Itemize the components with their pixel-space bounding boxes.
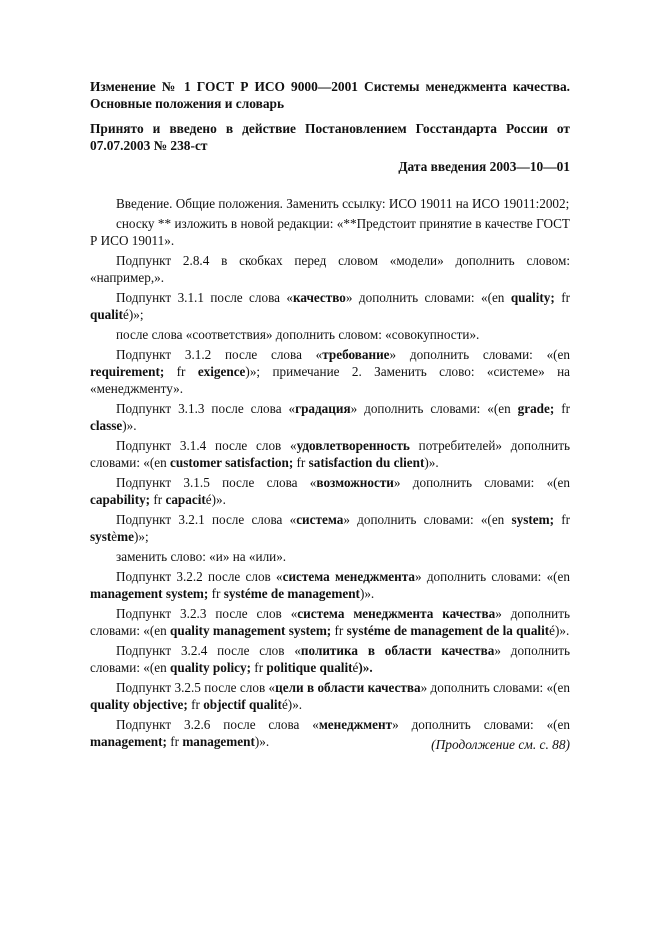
term-bold: система менеджмента xyxy=(282,568,415,584)
term-bold: systéme de management xyxy=(223,585,360,601)
text-run: Подпункт 3.2.4 после слов « xyxy=(116,642,301,658)
text-run: fr xyxy=(166,733,183,749)
text-run: Подпункт 2.8.4 в скобках перед словом «модели» дополнить словом: «например,». xyxy=(90,252,570,285)
paragraph xyxy=(90,346,570,398)
text-run: é)». xyxy=(205,492,226,507)
text-run: заменить слово: «и» на «или». xyxy=(116,548,287,564)
text-run: потребителей» дополнить словами: «(en xyxy=(90,437,570,470)
paragraph xyxy=(90,568,570,602)
text-run: é)». xyxy=(549,622,570,638)
term-bold: требование xyxy=(322,346,390,362)
term-bold: качество xyxy=(293,289,346,305)
paragraph xyxy=(90,679,570,713)
term-bold: градация xyxy=(295,400,351,416)
document-title: Изменение № 1 ГОСТ Р ИСО 9000—2001 Системы менеджмента качества. Основные положения и словарь xyxy=(90,79,570,111)
text-run: Подпункт 3.1.2 после слова « xyxy=(116,346,323,362)
text-run: » дополнить словами: «(en xyxy=(389,346,571,362)
term-bold: удовлетворенность xyxy=(296,437,410,453)
term-bold: менеджмент xyxy=(318,716,393,732)
text-run: fr xyxy=(331,622,347,638)
term-bold: classe xyxy=(90,418,123,433)
text-run: » дополнить словами: «(en xyxy=(90,642,570,675)
text-run: Подпункт 3.1.4 после слов « xyxy=(116,437,297,453)
text-run: Подпункт 3.1.1 после слова « xyxy=(116,289,293,305)
text-run: » дополнить словами: «(en xyxy=(345,289,511,305)
term-bold: system; xyxy=(511,511,554,527)
document-page xyxy=(90,78,570,753)
term-bold: grade; xyxy=(517,400,555,416)
term-bold: система xyxy=(296,511,344,527)
text-run: é xyxy=(352,659,359,675)
paragraph xyxy=(90,605,570,639)
paragraph xyxy=(90,215,570,249)
text-run: )»; примечание 2. Заменить слово: «системе» на «менеджменту». xyxy=(90,363,570,396)
term-bold: politique qualit xyxy=(266,659,353,675)
term-bold: система менеджмента качества xyxy=(297,605,496,621)
term-bold: quality; xyxy=(510,289,555,305)
text-run: fr xyxy=(150,492,166,507)
term-bold: management xyxy=(182,733,255,749)
text-run: fr xyxy=(554,289,570,305)
text-run: fr xyxy=(293,455,309,470)
text-run: )». xyxy=(424,455,439,470)
text-run: Введение. Общие положения. Заменить ссылку: ИСО 19011 на ИСО 19011:2002; xyxy=(116,196,570,211)
text-run: » дополнить словами: «(en xyxy=(392,716,570,732)
term-bold: customer satisfaction; xyxy=(170,455,294,470)
adoption-note: Принято и введено в действие Постановлением Госстандарта России от 07.07.2003 № 238-ст xyxy=(90,121,570,153)
term-bold: objectif qualit xyxy=(203,696,282,712)
paragraph xyxy=(90,437,570,471)
term-bold: qualit xyxy=(90,307,123,322)
term-bold: политика в области качества xyxy=(300,642,495,658)
paragraph xyxy=(90,195,570,212)
text-run: Подпункт 3.1.5 после слова « xyxy=(116,474,317,490)
term-bold: цели в области качества xyxy=(275,679,421,695)
paragraph xyxy=(90,548,570,565)
term-bold: satisfaction du client xyxy=(308,455,425,470)
document-body xyxy=(90,195,570,750)
term-bold: capacit xyxy=(165,492,206,507)
text-run: fr xyxy=(554,400,570,416)
text-run: )». xyxy=(359,585,375,601)
term-bold: management system; xyxy=(90,585,209,601)
paragraph xyxy=(90,252,570,286)
text-run: è xyxy=(111,529,118,544)
text-run: fr xyxy=(164,363,198,379)
text-run: é)»; xyxy=(122,307,144,322)
paragraph xyxy=(90,474,570,508)
paragraph xyxy=(90,400,570,434)
paragraph xyxy=(90,511,570,545)
text-run: » дополнить словами: «(en xyxy=(393,474,570,490)
term-bold: capability; xyxy=(90,492,151,507)
term-bold: systéme de management de la qualit xyxy=(346,622,550,638)
text-run: » дополнить словами: «(en xyxy=(420,679,570,695)
text-run: é)». xyxy=(281,696,303,712)
text-run: )». xyxy=(122,418,137,433)
text-run: Подпункт 3.2.5 после слов « xyxy=(116,679,276,695)
text-run: Подпункт 3.2.6 после слова « xyxy=(116,716,319,732)
text-run: » дополнить словами: «(en xyxy=(350,400,518,416)
text-run: » дополнить словами: «(en xyxy=(343,511,512,527)
text-run: fr xyxy=(553,511,570,527)
term-bold: возможности xyxy=(316,474,394,490)
text-run: сноску ** изложить в новой редакции: «**Предстоит принятие в качестве ГОСТ Р ИСО 19011». xyxy=(90,215,570,248)
paragraph xyxy=(90,642,570,676)
term-bold: management; xyxy=(90,733,167,749)
text-run: fr xyxy=(187,696,204,712)
text-run: )». xyxy=(254,733,270,749)
term-bold: quality policy; xyxy=(170,659,251,675)
term-bold: )». xyxy=(358,659,373,675)
text-run: )»; xyxy=(133,529,149,544)
text-run: после слова «соответствия» дополнить словом: «совокупности». xyxy=(116,326,480,342)
text-run: » дополнить словами: «(en xyxy=(415,568,571,584)
text-run: » дополнить словами: «(en xyxy=(90,605,570,638)
text-run: Подпункт 3.2.2 после слов « xyxy=(116,568,283,584)
term-bold: me xyxy=(117,529,134,544)
term-bold: quality objective; xyxy=(90,696,188,712)
effective-date: Дата введения 2003—10—01 xyxy=(398,159,570,174)
term-bold: exigence xyxy=(197,363,246,379)
text-run: fr xyxy=(208,585,224,601)
text-run: Подпункт 3.2.3 после слов « xyxy=(116,605,298,621)
term-bold: quality management system; xyxy=(170,622,332,638)
term-bold: syst xyxy=(90,529,112,544)
text-run: Подпункт 3.2.1 после слова « xyxy=(116,511,297,527)
term-bold: requirement; xyxy=(90,363,165,379)
continuation-note: (Продолжение см. с. 88) xyxy=(431,737,570,752)
text-run: Подпункт 3.1.3 после слова « xyxy=(116,400,296,416)
paragraph xyxy=(90,326,570,343)
text-run: fr xyxy=(251,659,267,675)
paragraph xyxy=(90,289,570,323)
